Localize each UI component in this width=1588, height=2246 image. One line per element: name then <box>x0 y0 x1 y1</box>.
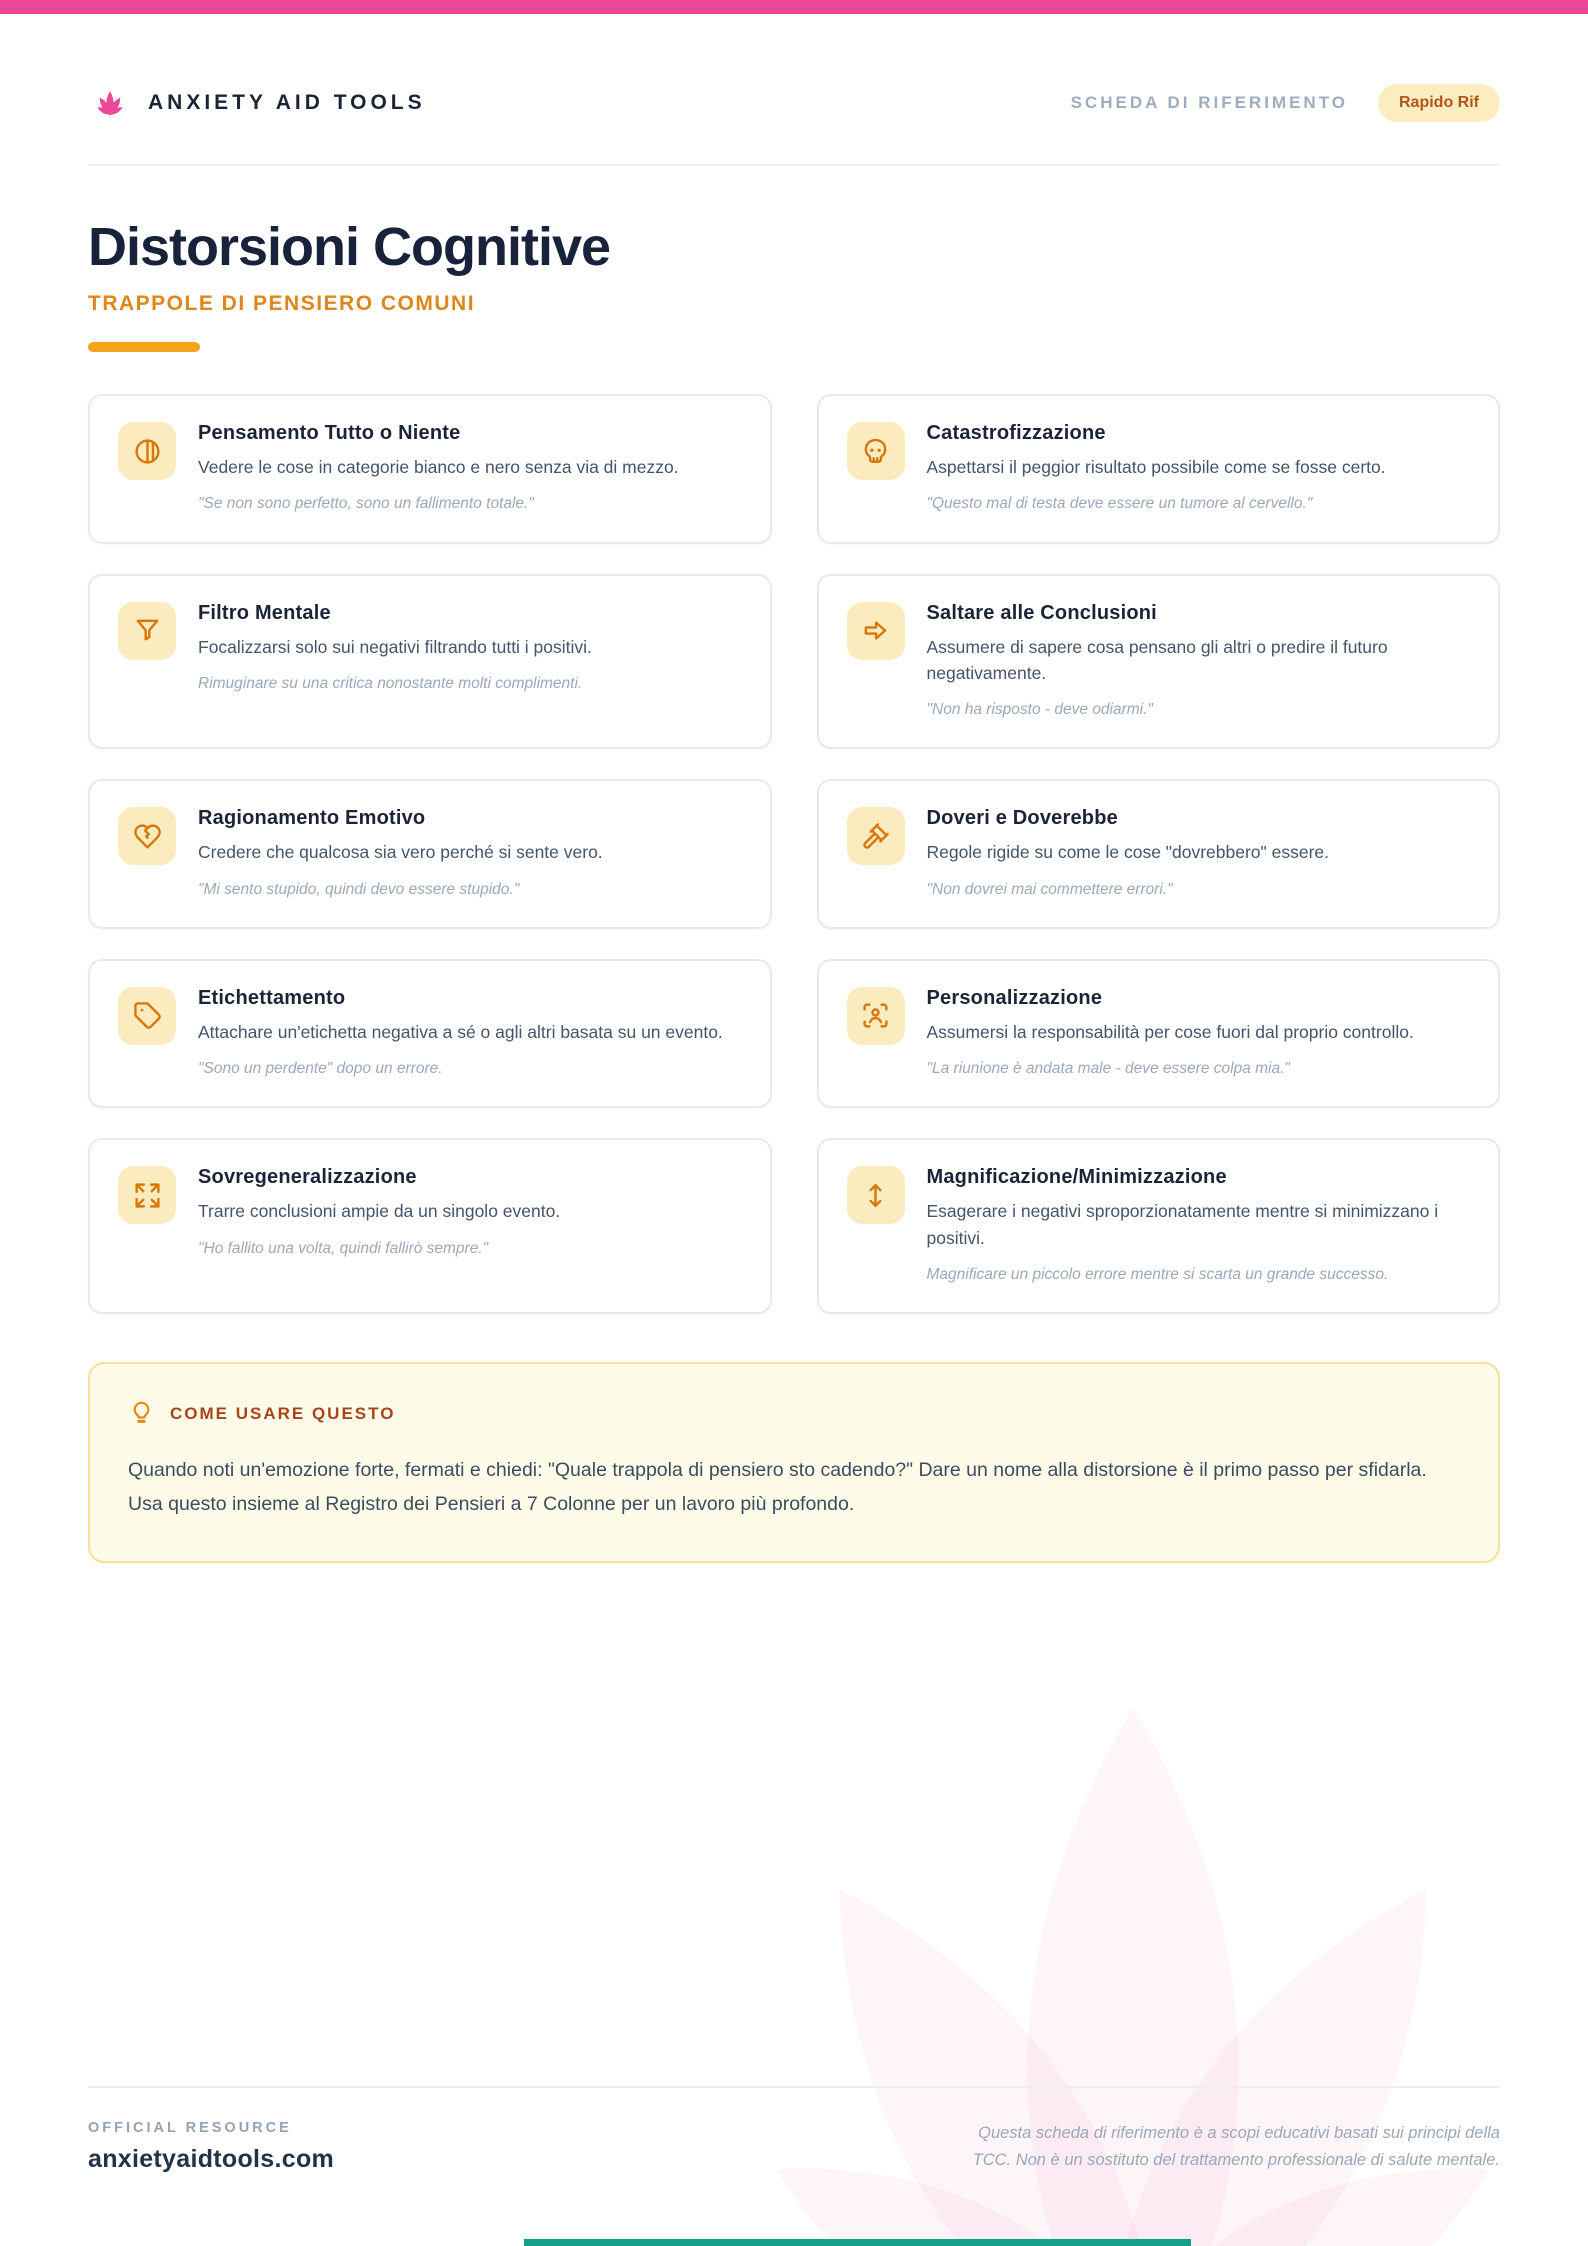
card-description: Vedere le cose in categorie bianco e nero senza via di mezzo. <box>198 457 679 477</box>
card-title: Etichettamento <box>198 986 346 1009</box>
doc-type-label: SCHEDA DI RIFERIMENTO <box>1070 93 1348 112</box>
card-description: Aspettarsi il peggior risultato possibile come se fosse certo. <box>926 457 1386 477</box>
card-example-quote: "La riunione è andata male - deve essere colpa mia." <box>926 1060 1290 1077</box>
card-example-quote: Magnificare un piccolo errore mentre si scarta un grande successo. <box>926 1265 1389 1283</box>
page-title: Distorsioni Cognitive <box>88 217 611 277</box>
card-example-quote: "Sono un perdente" dopo un errore. <box>198 1060 443 1077</box>
card-example-quote: "Non ha risposto - deve odiarmi." <box>926 701 1153 718</box>
distortion-card <box>88 394 772 544</box>
footer <box>88 2086 1500 2174</box>
vertical-arrows-icon <box>847 1166 905 1224</box>
card-title: Ragionamento Emotivo <box>198 807 426 830</box>
card-title: Personalizzazione <box>926 986 1103 1009</box>
card-description: Attachare un'etichetta negativa a sé o agli altri basata su un evento. <box>198 1021 723 1042</box>
card-example-quote: "Ho fallito una volta, quindi fallirò sempre." <box>198 1239 489 1257</box>
distortion-card <box>817 1138 1501 1314</box>
contrast-circle-icon <box>118 422 176 480</box>
distortion-card <box>817 574 1501 750</box>
footer-resource-label: OFFICIAL RESOURCE <box>88 2120 292 2136</box>
lightbulb-icon <box>128 1400 155 1427</box>
header-divider <box>88 164 1500 166</box>
card-title: Saltare alle Conclusioni <box>926 601 1157 624</box>
brand <box>88 90 426 116</box>
tip-body: Quando noti un'emozione forte, fermati e chiedi: "Quale trappola di pensiero sto cadendo?" Dare un nome alla distorsione è il primo passo per sfidarla. Usa questo insieme al Registro dei Pensieri a 7 Colonne per un lavoro più profondo. <box>128 1459 1427 1516</box>
top-accent-bar <box>0 0 1588 14</box>
card-example-quote: "Questo mal di testa deve essere un tumore al cervello." <box>926 495 1313 513</box>
page-subtitle: TRAPPOLE DI PENSIERO COMUNI <box>88 292 476 315</box>
bottom-accent-bar <box>524 2239 1191 2246</box>
broken-heart-icon <box>118 807 176 865</box>
distortion-card <box>817 779 1501 929</box>
card-example-quote: Rimuginare su una critica nonostante molti complimenti. <box>198 674 583 692</box>
tag-icon <box>118 987 176 1045</box>
distortion-card <box>817 959 1501 1109</box>
card-title: Magnificazione/Minimizzazione <box>926 1166 1227 1189</box>
card-title: Pensamento Tutto o Niente <box>198 422 461 444</box>
card-description: Assumersi la responsabilità per cose fuori dal proprio controllo. <box>926 1021 1414 1042</box>
tip-title: COME USARE QUESTO <box>170 1403 396 1423</box>
card-example-quote: "Se non sono perfetto, sono un fallimento totale." <box>198 495 534 513</box>
card-title: Filtro Mentale <box>198 601 331 624</box>
card-title: Sovregeneralizzazione <box>198 1166 417 1189</box>
footer-website: anxietyaidtools.com <box>88 2145 335 2173</box>
card-title: Doveri e Doverebbe <box>926 807 1118 830</box>
brand-name: ANXIETY AID TOOLS <box>148 91 426 114</box>
card-title: Catastrofizzazione <box>926 422 1106 444</box>
distortion-card <box>88 959 772 1109</box>
distortion-card <box>817 394 1501 544</box>
lotus-logo-icon <box>88 90 132 116</box>
distortion-card <box>88 779 772 929</box>
skull-icon <box>847 422 905 480</box>
funnel-icon <box>118 602 176 660</box>
card-description: Esagerare i negativi sproporzionatamente mentre si minimizzano i positivi. <box>926 1201 1439 1248</box>
footer-left <box>88 2120 334 2174</box>
header <box>88 84 1500 122</box>
distortion-card <box>88 574 772 750</box>
footer-disclaimer: Questa scheda di riferimento è a scopi educativi basati sui principi della TCC. Non è un sostituto del trattamento professionale di salute mentale. <box>972 2124 1500 2170</box>
card-example-quote: "Mi sento stupido, quindi devo essere stupido." <box>198 880 520 898</box>
card-description: Regole rigide su come le cose "dovrebbero" essere. <box>926 842 1329 863</box>
cards-grid <box>88 394 1500 1314</box>
distortion-card <box>88 1138 772 1314</box>
card-description: Credere che qualcosa sia vero perché si sente vero. <box>198 842 603 863</box>
gavel-icon <box>847 807 905 865</box>
quick-ref-badge: Rapido Rif <box>1378 84 1500 122</box>
person-scan-icon <box>847 987 905 1045</box>
how-to-use-box <box>88 1362 1500 1563</box>
card-description: Assumere di sapere cosa pensano gli altri o predire il futuro negativamente. <box>926 636 1388 683</box>
card-description: Focalizzarsi solo sui negativi filtrando tutti i positivi. <box>198 636 592 657</box>
accent-underline <box>88 342 200 352</box>
arrow-right-icon <box>847 602 905 660</box>
card-example-quote: "Non dovrei mai commettere errori." <box>926 880 1173 898</box>
card-description: Trarre conclusioni ampie da un singolo evento. <box>198 1201 561 1222</box>
expand-arrows-icon <box>118 1166 176 1224</box>
